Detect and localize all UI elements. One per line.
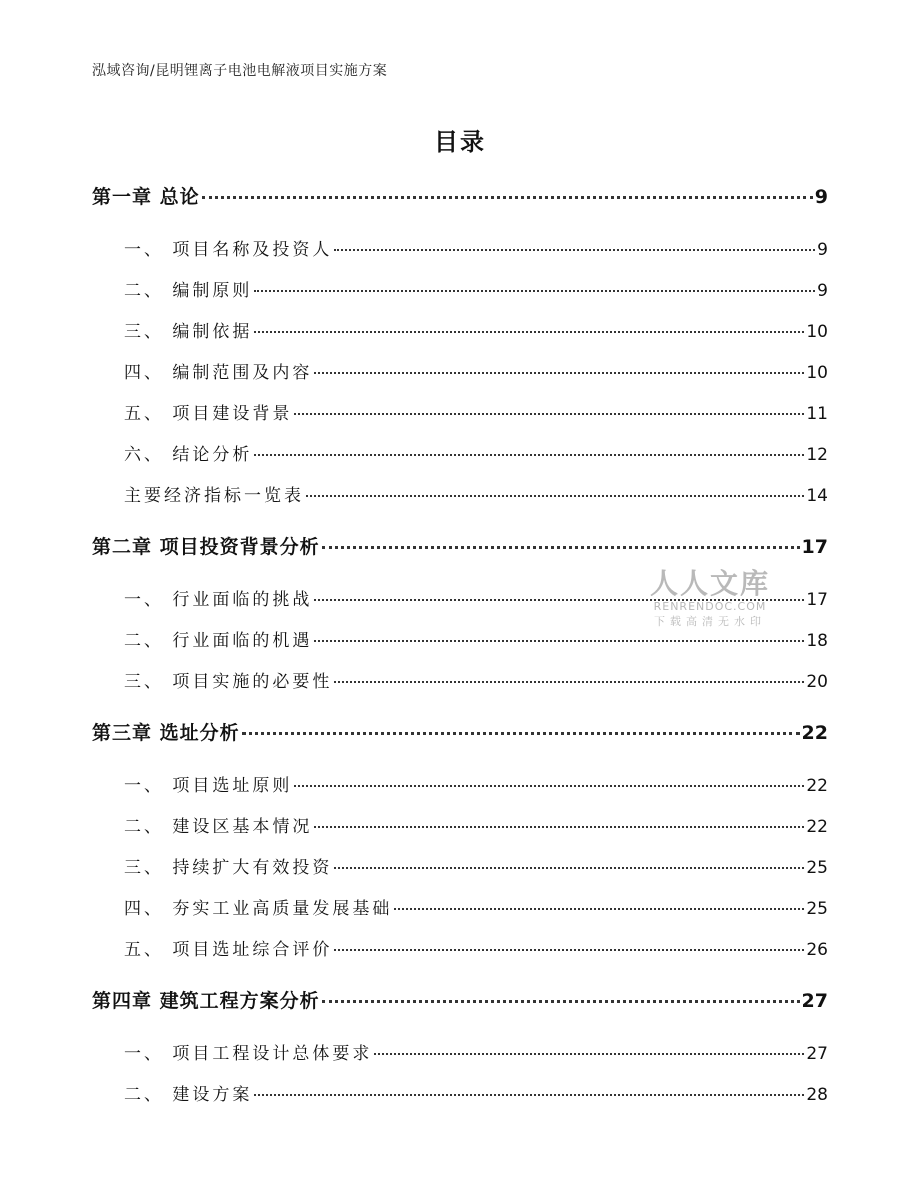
toc-entry-label: 五、 项目选址综合评价 — [124, 940, 333, 960]
toc-section-row[interactable] — [92, 667, 828, 692]
toc-section-row[interactable] — [92, 276, 828, 301]
watermark-title: 人人文库 — [649, 567, 770, 600]
toc-page-number: 26 — [806, 940, 828, 960]
toc-section-row[interactable] — [92, 894, 828, 919]
toc-page-number: 17 — [806, 590, 828, 610]
toc-entry-label: 第二章 项目投资背景分析 — [92, 536, 320, 558]
toc-entry-label: 一、 项目工程设计总体要求 — [124, 1044, 373, 1064]
toc-entry-label: 四、 编制范围及内容 — [124, 363, 313, 383]
toc-section-row[interactable] — [92, 853, 828, 878]
dot-leader — [334, 681, 804, 683]
toc-page-number: 9 — [817, 281, 828, 301]
dot-leader — [254, 331, 804, 333]
toc-page-number: 10 — [806, 363, 828, 383]
toc-entry-label: 三、 项目实施的必要性 — [124, 672, 333, 692]
dot-leader — [254, 1094, 804, 1096]
toc-page-number: 28 — [806, 1085, 828, 1105]
toc-page-number: 25 — [806, 899, 828, 919]
toc-page-number: 22 — [806, 776, 828, 796]
dot-leader — [254, 454, 804, 456]
toc-title: 目录 — [434, 128, 486, 156]
toc-entry-label: 五、 项目建设背景 — [124, 404, 293, 424]
toc-entry-label: 六、 结论分析 — [124, 445, 253, 465]
toc-page-number: 18 — [806, 631, 828, 651]
toc-section-row[interactable] — [92, 626, 828, 651]
watermark-url: RENRENDOC.COM — [653, 600, 767, 613]
toc-entry-label: 二、 编制原则 — [124, 281, 253, 301]
toc-page-number: 27 — [806, 1044, 828, 1064]
toc-page-number: 9 — [814, 186, 828, 208]
toc-section-row[interactable] — [92, 481, 828, 506]
toc-section-row[interactable] — [92, 812, 828, 837]
toc-chapter-row[interactable] — [92, 986, 828, 1013]
dot-leader — [322, 1000, 800, 1003]
dot-leader — [306, 495, 804, 497]
dot-leader — [314, 640, 804, 642]
toc-chapter-row[interactable] — [92, 532, 828, 559]
dot-leader — [394, 908, 804, 910]
dot-leader — [294, 785, 804, 787]
toc-entry-label: 第四章 建筑工程方案分析 — [92, 990, 320, 1012]
toc-section-row[interactable] — [92, 1039, 828, 1064]
dot-leader — [334, 867, 804, 869]
dot-leader — [314, 826, 804, 828]
document-header: 泓域咨询/昆明锂离子电池电解液项目实施方案 — [92, 63, 388, 79]
toc-entry-label: 第一章 总论 — [92, 186, 200, 208]
dot-leader — [314, 372, 804, 374]
toc-entry-label: 一、 项目名称及投资人 — [124, 240, 333, 260]
dot-leader — [294, 413, 804, 415]
toc-section-row[interactable] — [92, 935, 828, 960]
dot-leader — [202, 196, 813, 199]
toc-page-number: 25 — [806, 858, 828, 878]
dot-leader — [334, 249, 815, 251]
toc-section-row[interactable] — [92, 358, 828, 383]
toc-section-row[interactable] — [92, 1080, 828, 1105]
toc-entry-label: 二、 行业面临的机遇 — [124, 631, 313, 651]
toc-entry-label: 第三章 选址分析 — [92, 722, 240, 744]
toc-entry-label: 一、 项目选址原则 — [124, 776, 293, 796]
dot-leader — [242, 732, 800, 735]
toc-entry-label: 主要经济指标一览表 — [124, 486, 304, 506]
dot-leader — [374, 1053, 804, 1055]
toc-page-number: 20 — [806, 672, 828, 692]
toc-section-row[interactable] — [92, 235, 828, 260]
toc-page-number: 17 — [801, 536, 828, 558]
toc-entry-label: 二、 建设区基本情况 — [124, 817, 313, 837]
toc-page-number: 27 — [801, 990, 828, 1012]
toc-entry-label: 三、 持续扩大有效投资 — [124, 858, 333, 878]
toc-chapter-row[interactable] — [92, 182, 828, 209]
toc-entry-label: 三、 编制依据 — [124, 322, 253, 342]
toc-page-number: 12 — [806, 445, 828, 465]
toc-page-number: 9 — [817, 240, 828, 260]
toc-page-number: 22 — [801, 722, 828, 744]
toc-entry-label: 一、 行业面临的挑战 — [124, 590, 313, 610]
dot-leader — [334, 949, 804, 951]
toc-section-row[interactable] — [92, 771, 828, 796]
toc-page-number: 10 — [806, 322, 828, 342]
watermark-subtitle: 下载高清无水印 — [654, 615, 766, 628]
toc-section-row[interactable] — [92, 399, 828, 424]
watermark-logo — [640, 562, 780, 629]
toc-section-row[interactable] — [92, 317, 828, 342]
toc-entry-label: 四、 夯实工业高质量发展基础 — [124, 899, 393, 919]
toc-page-number: 22 — [806, 817, 828, 837]
toc-page-number: 11 — [806, 404, 828, 424]
dot-leader — [254, 290, 815, 292]
toc-chapter-row[interactable] — [92, 718, 828, 745]
toc-section-row[interactable] — [92, 440, 828, 465]
toc-entry-label: 二、 建设方案 — [124, 1085, 253, 1105]
dot-leader — [322, 546, 800, 549]
toc-page-number: 14 — [806, 486, 828, 506]
